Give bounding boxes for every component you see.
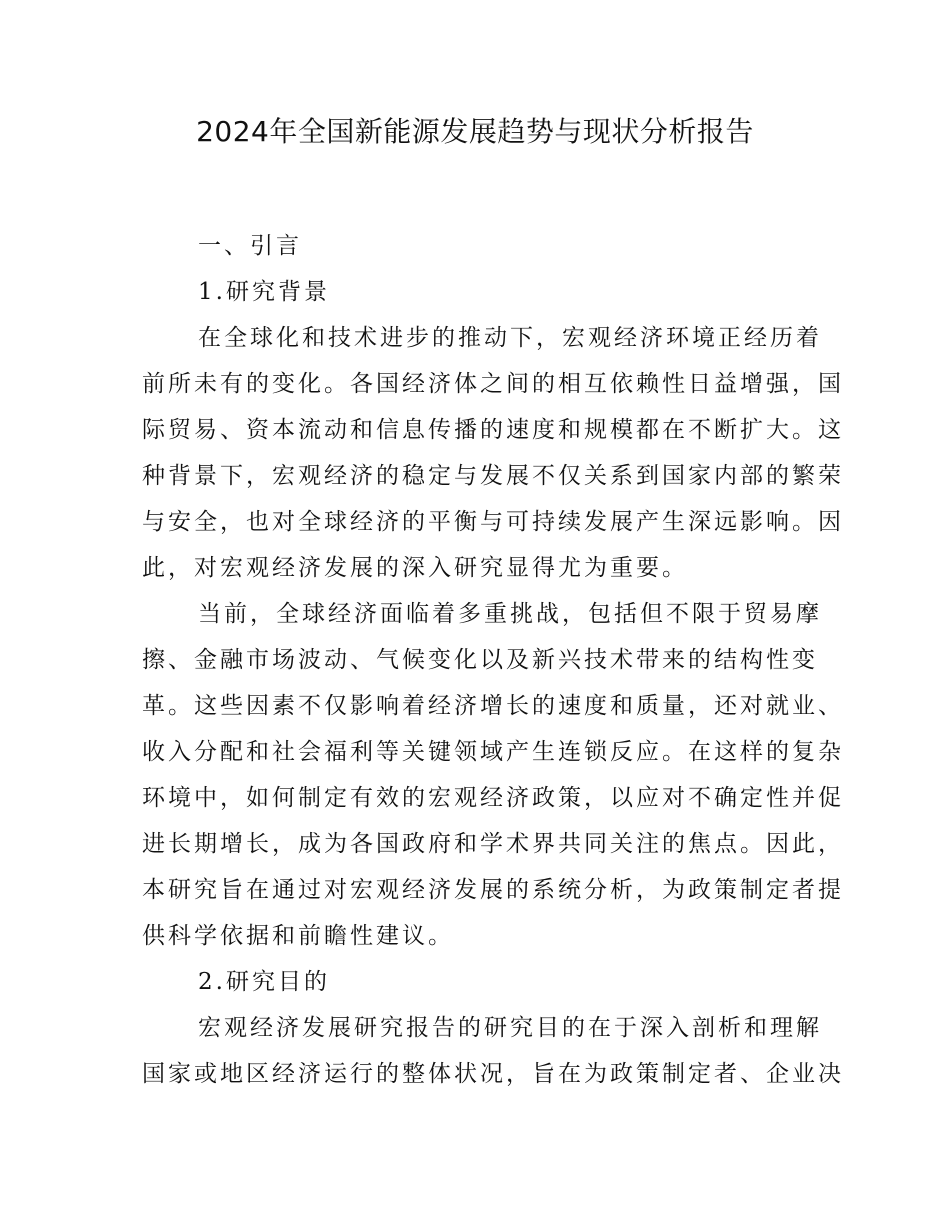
paragraph-line: 当前，全球经济面临着多重挑战，包括但不限于贸易摩 bbox=[198, 601, 822, 627]
paragraph-line: 擦、金融市场波动、气候变化以及新兴技术带来的结构性变 bbox=[142, 647, 818, 673]
paragraph-line: 种背景下，宏观经济的稳定与发展不仅关系到国家内部的繁荣 bbox=[142, 463, 844, 489]
paragraph-background-1 bbox=[142, 315, 844, 591]
subsection-heading-purpose: 2.研究目的 bbox=[198, 969, 330, 995]
paragraph-purpose-1 bbox=[142, 1005, 844, 1097]
paragraph-line: 环境中，如何制定有效的宏观经济政策，以应对不确定性并促 bbox=[142, 785, 844, 811]
paragraph-line: 宏观经济发展研究报告的研究目的在于深入剖析和理解 bbox=[198, 1015, 822, 1041]
paragraph-background-2 bbox=[142, 591, 844, 959]
paragraph-line: 收入分配和社会福利等关键领域产生连锁反应。在这样的复杂 bbox=[142, 739, 844, 765]
paragraph-line: 供科学依据和前瞻性建议。 bbox=[142, 923, 454, 949]
subsection-heading-background: 1.研究背景 bbox=[198, 279, 330, 305]
paragraph-line: 革。这些因素不仅影响着经济增长的速度和质量，还对就业、 bbox=[142, 693, 844, 719]
section-heading-introduction: 一、引言 bbox=[198, 233, 302, 259]
paragraph-line: 国家或地区经济运行的整体状况，旨在为政策制定者、企业决 bbox=[142, 1061, 844, 1087]
paragraph-line: 与安全，也对全球经济的平衡与可持续发展产生深远影响。因 bbox=[142, 509, 844, 535]
document-title: 2024年全国新能源发展趋势与现状分析报告 bbox=[196, 115, 754, 148]
paragraph-line: 此，对宏观经济发展的深入研究显得尤为重要。 bbox=[142, 555, 688, 581]
paragraph-line: 前所未有的变化。各国经济体之间的相互依赖性日益增强，国 bbox=[142, 371, 844, 397]
paragraph-line: 际贸易、资本流动和信息传播的速度和规模都在不断扩大。这 bbox=[142, 417, 844, 443]
paragraph-line: 在全球化和技术进步的推动下，宏观经济环境正经历着 bbox=[198, 325, 822, 351]
paragraph-line: 本研究旨在通过对宏观经济发展的系统分析，为政策制定者提 bbox=[142, 877, 844, 903]
paragraph-line: 进长期增长，成为各国政府和学术界共同关注的焦点。因此， bbox=[142, 831, 844, 857]
